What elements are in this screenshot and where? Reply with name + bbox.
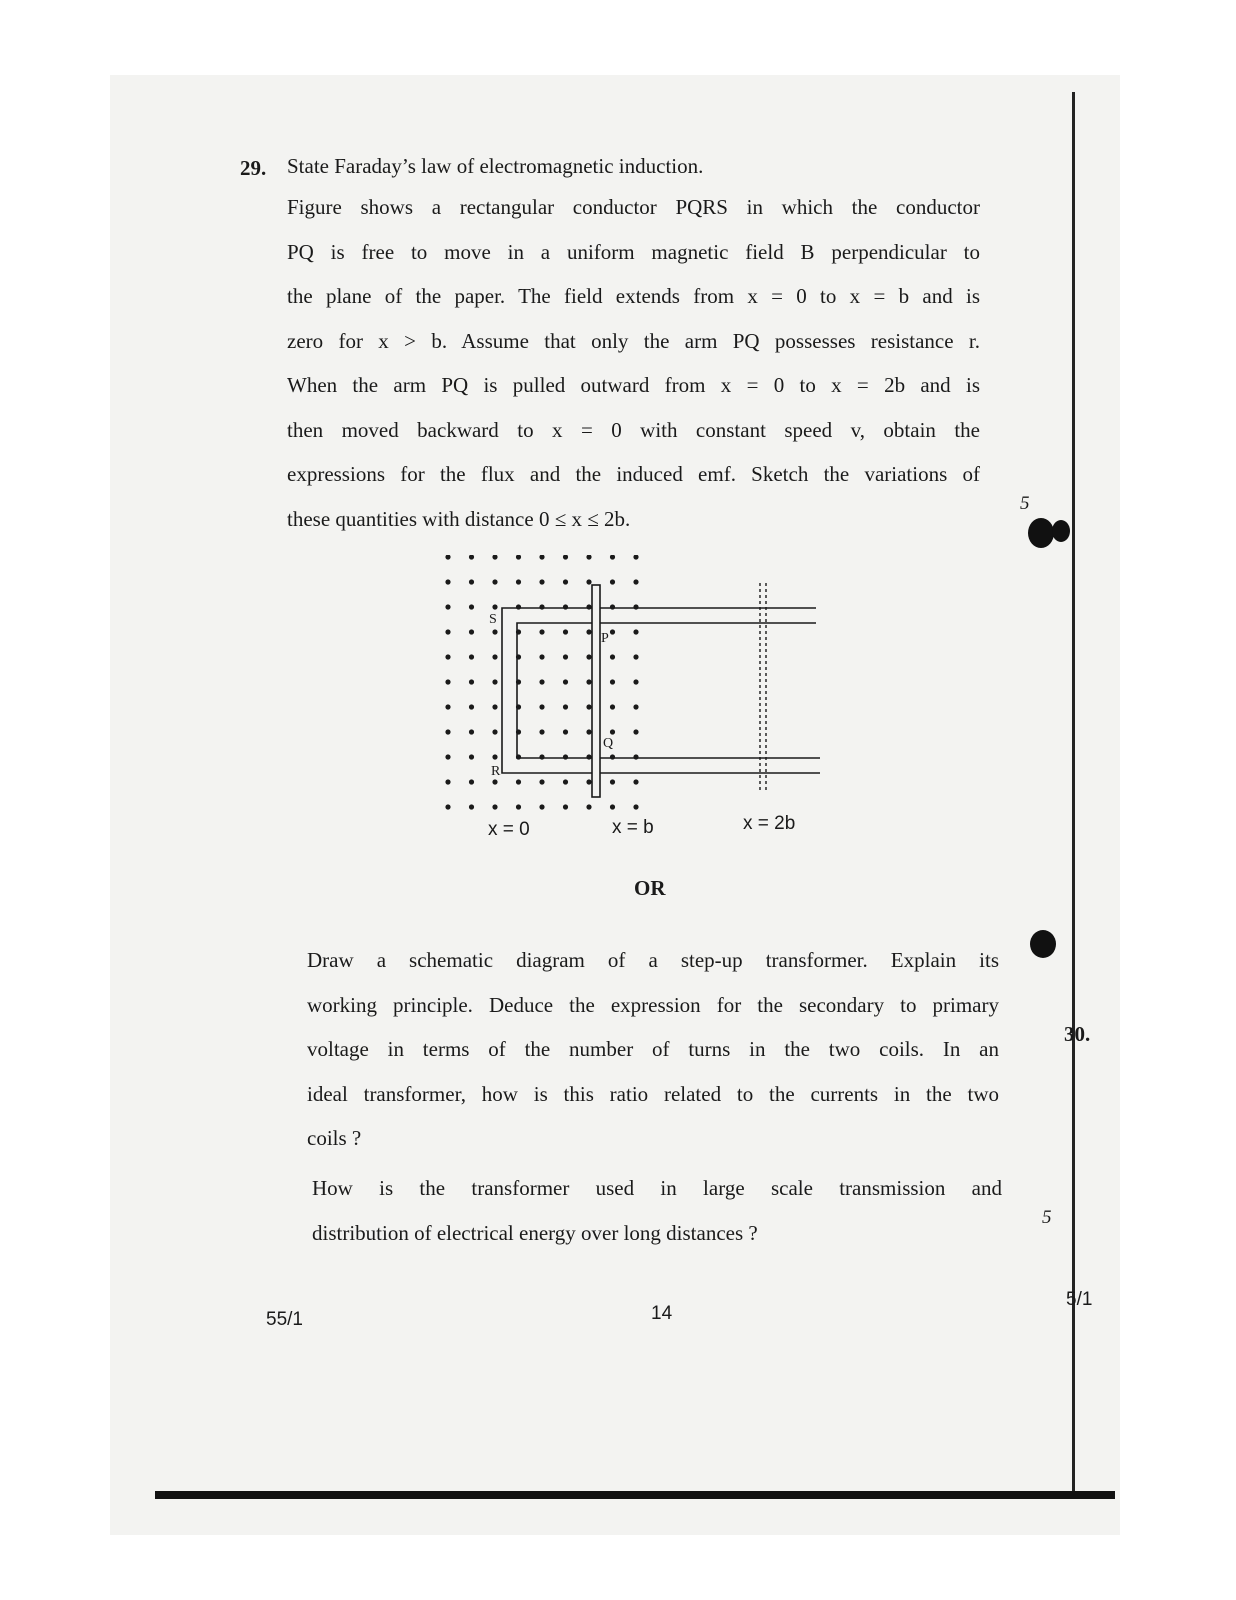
field-dot bbox=[610, 754, 615, 759]
ink-blot bbox=[1052, 520, 1070, 542]
field-dot bbox=[445, 604, 450, 609]
field-dot bbox=[610, 629, 615, 634]
field-dot bbox=[563, 804, 568, 809]
field-dot bbox=[633, 579, 638, 584]
marks-label: 5 bbox=[1042, 1207, 1052, 1228]
field-dot bbox=[563, 754, 568, 759]
field-dot bbox=[492, 579, 497, 584]
field-dot bbox=[469, 804, 474, 809]
label-s: S bbox=[489, 612, 497, 627]
text-line: working principle. Deduce the expression for the secondary to primary bbox=[307, 992, 999, 1017]
label-x-2b: x = 2b bbox=[743, 813, 796, 834]
text-line: voltage in terms of the number of turns in the two coils. In an bbox=[307, 1037, 999, 1061]
field-dot bbox=[563, 604, 568, 609]
field-dot bbox=[445, 804, 450, 809]
field-dot bbox=[610, 654, 615, 659]
field-dot bbox=[516, 555, 521, 560]
ink-blot bbox=[1028, 518, 1054, 548]
field-dot bbox=[445, 579, 450, 584]
text-line: then moved backward to x = 0 with constant speed v, obtain the bbox=[287, 417, 980, 442]
page-number: 14 bbox=[651, 1303, 673, 1324]
field-dot bbox=[610, 779, 615, 784]
field-dot bbox=[469, 779, 474, 784]
field-dot bbox=[539, 704, 544, 709]
circuit-diagram bbox=[440, 555, 840, 845]
paper-code: 55/1 bbox=[266, 1309, 303, 1330]
field-dot bbox=[445, 729, 450, 734]
field-dot bbox=[633, 604, 638, 609]
alternative-question-followup bbox=[312, 1166, 1002, 1255]
field-dot bbox=[445, 679, 450, 684]
field-dot bbox=[563, 579, 568, 584]
field-dot bbox=[539, 555, 544, 560]
label-x-0: x = 0 bbox=[488, 819, 530, 840]
alternative-question bbox=[307, 938, 999, 1161]
paper-code-edge: 5/1 bbox=[1066, 1289, 1093, 1310]
text-line: Figure shows a rectangular conductor PQRS in which the conductor bbox=[287, 195, 980, 219]
field-dot bbox=[586, 754, 591, 759]
field-dot bbox=[610, 579, 615, 584]
field-dot bbox=[610, 804, 615, 809]
field-dot bbox=[633, 754, 638, 759]
text-line: the plane of the paper. The field extends from x = 0 to x = b and is bbox=[287, 284, 980, 308]
marks-label: 5 bbox=[1020, 493, 1030, 514]
next-question-number: 30. bbox=[1064, 1022, 1091, 1046]
field-dot bbox=[492, 629, 497, 634]
field-dot bbox=[445, 754, 450, 759]
text-line: Draw a schematic diagram of a step-up transformer. Explain its bbox=[307, 948, 999, 972]
field-dot bbox=[610, 729, 615, 734]
label-x-b: x = b bbox=[612, 817, 654, 838]
field-dot bbox=[469, 754, 474, 759]
field-dot bbox=[445, 629, 450, 634]
field-dot bbox=[563, 779, 568, 784]
field-dot bbox=[492, 654, 497, 659]
text-line: How is the transformer used in large scale transmission and bbox=[312, 1176, 1002, 1200]
field-dot bbox=[492, 779, 497, 784]
field-dot bbox=[492, 704, 497, 709]
field-dot bbox=[469, 704, 474, 709]
field-dot bbox=[586, 704, 591, 709]
field-dot bbox=[445, 555, 450, 560]
field-dot bbox=[539, 654, 544, 659]
field-dot bbox=[516, 579, 521, 584]
field-dot bbox=[610, 604, 615, 609]
ink-blot bbox=[1030, 930, 1056, 958]
text-line: zero for x > b. Assume that only the arm PQ possesses resistance r. bbox=[287, 328, 980, 353]
field-dot bbox=[469, 579, 474, 584]
field-dot bbox=[445, 704, 450, 709]
question-number: 29. bbox=[240, 156, 267, 180]
field-dot bbox=[586, 654, 591, 659]
outer-rail bbox=[502, 608, 820, 773]
field-dot bbox=[469, 629, 474, 634]
field-dot bbox=[539, 579, 544, 584]
field-dot bbox=[633, 629, 638, 634]
binding-edge-line bbox=[1072, 92, 1075, 1497]
field-dot bbox=[633, 729, 638, 734]
text-line: expressions for the flux and the induced emf. Sketch the variations of bbox=[287, 462, 980, 486]
field-dot bbox=[516, 804, 521, 809]
field-dot bbox=[563, 555, 568, 560]
field-dot bbox=[563, 704, 568, 709]
field-dot bbox=[539, 804, 544, 809]
field-dot bbox=[492, 604, 497, 609]
field-dot bbox=[633, 704, 638, 709]
field-dot bbox=[469, 729, 474, 734]
field-dot bbox=[469, 679, 474, 684]
field-dot bbox=[586, 604, 591, 609]
or-divider: OR bbox=[634, 876, 666, 900]
field-dot bbox=[492, 754, 497, 759]
magnetic-field-dots bbox=[445, 555, 638, 810]
bottom-rule bbox=[155, 1491, 1115, 1499]
field-dot bbox=[539, 729, 544, 734]
text-line: ideal transformer, how is this ratio related to the currents in the two bbox=[307, 1081, 999, 1106]
text-line: PQ is free to move in a uniform magnetic field B perpendicular to bbox=[287, 239, 980, 264]
field-dot bbox=[492, 804, 497, 809]
field-dot bbox=[633, 679, 638, 684]
label-q: Q bbox=[603, 736, 614, 751]
field-dot bbox=[586, 804, 591, 809]
field-dot bbox=[469, 654, 474, 659]
text-line: When the arm PQ is pulled outward from x = 0 to x = 2b and is bbox=[287, 373, 980, 397]
field-dot bbox=[633, 654, 638, 659]
text-line: these quantities with distance 0 ≤ x ≤ 2b. bbox=[287, 506, 631, 531]
field-dot bbox=[516, 604, 521, 609]
field-dot bbox=[563, 654, 568, 659]
arm-pq bbox=[592, 585, 600, 797]
field-dot bbox=[586, 555, 591, 560]
text-line: distribution of electrical energy over long distances ? bbox=[312, 1220, 758, 1245]
field-dot bbox=[539, 629, 544, 634]
field-dot bbox=[586, 779, 591, 784]
field-dot bbox=[633, 779, 638, 784]
field-dot bbox=[492, 729, 497, 734]
question-body bbox=[287, 185, 980, 541]
field-dot bbox=[539, 779, 544, 784]
field-dot bbox=[445, 779, 450, 784]
field-dot bbox=[516, 779, 521, 784]
label-r: R bbox=[491, 764, 501, 779]
field-dot bbox=[586, 679, 591, 684]
field-dot bbox=[633, 804, 638, 809]
text-line: coils ? bbox=[307, 1126, 362, 1150]
field-dot bbox=[633, 555, 638, 560]
field-dot bbox=[586, 629, 591, 634]
field-dot bbox=[492, 555, 497, 560]
field-dot bbox=[492, 679, 497, 684]
field-dot bbox=[469, 604, 474, 609]
field-dot bbox=[586, 729, 591, 734]
field-dot bbox=[610, 704, 615, 709]
field-dot bbox=[539, 679, 544, 684]
label-p: P bbox=[601, 631, 609, 646]
field-dot bbox=[610, 555, 615, 560]
field-dot bbox=[563, 729, 568, 734]
field-dot bbox=[539, 604, 544, 609]
pqrs-figure bbox=[440, 555, 840, 850]
field-dot bbox=[445, 654, 450, 659]
field-dot bbox=[539, 754, 544, 759]
field-dot bbox=[469, 555, 474, 560]
field-dot bbox=[610, 679, 615, 684]
field-dot bbox=[563, 629, 568, 634]
question-heading: State Faraday’s law of electromagnetic induction. bbox=[287, 154, 704, 178]
inner-rail bbox=[517, 623, 820, 758]
field-dot bbox=[563, 679, 568, 684]
field-dot bbox=[586, 579, 591, 584]
